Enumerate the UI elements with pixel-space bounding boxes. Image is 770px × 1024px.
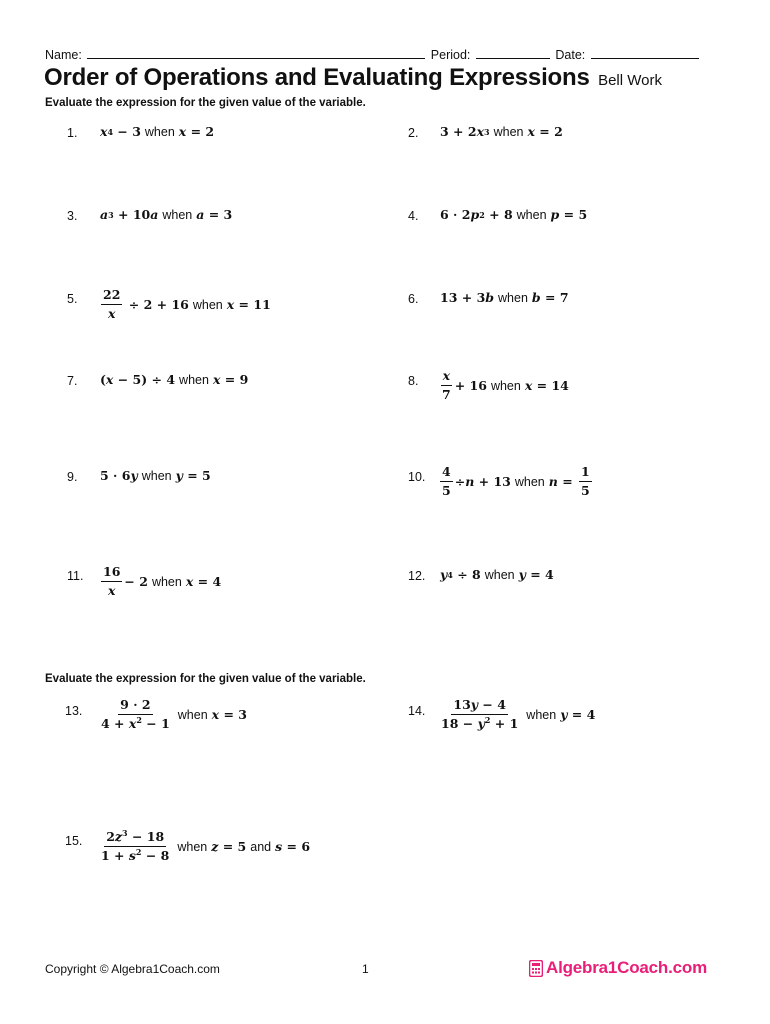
- problem-14-number: 14.: [408, 704, 426, 718]
- instruction-2: Evaluate the expression for the given value of the variable.: [45, 673, 366, 685]
- instruction-1: Evaluate the expression for the given value of the variable.: [45, 97, 366, 109]
- problem-4: 6 · 2 p 2 + 8 when p = 5: [440, 207, 588, 222]
- problem-6-number: 6.: [408, 292, 419, 306]
- problem-11-number: 11.: [67, 569, 84, 583]
- problem-7: ( x − 5) ÷ 4 when x = 9: [100, 372, 249, 387]
- date-label: Date:: [555, 48, 586, 62]
- header-fields: [45, 47, 725, 62]
- name-label: Name:: [45, 48, 82, 62]
- problem-5: $\frac{22}{x}$ ÷ 2 + 16 when x = 11: [103, 287, 271, 322]
- name-blank: [87, 47, 425, 59]
- problem-6: 13 + 3 b when b = 7: [440, 290, 569, 305]
- problem-3: a 3 + 10 a when a = 3: [100, 207, 233, 222]
- problem-8-number: 8.: [408, 374, 419, 388]
- calculator-icon: [529, 960, 543, 977]
- footer-page-number: 1: [362, 962, 369, 976]
- problem-3-number: 3.: [67, 209, 78, 223]
- problem-2-number: 2.: [408, 126, 419, 140]
- problem-11: $\frac{16}{x}$ − 2 when x = 4: [103, 564, 222, 599]
- problem-2: 3 + 2 x 3 when x = 2: [440, 124, 563, 139]
- period-blank: [476, 47, 550, 59]
- problem-10-number: 10.: [408, 470, 426, 484]
- problem-7-number: 7.: [67, 374, 78, 388]
- title-sub: Bell Work: [598, 72, 662, 89]
- problem-13: $\frac{9 \cdot 2}{4 + x^2 - 1}$ when x = 3: [101, 697, 247, 732]
- problem-4-number: 4.: [408, 209, 419, 223]
- problem-10: $\frac{4}{5}$ ÷ n + 13 when n = $\frac{1}{5}$: [442, 464, 590, 499]
- logo-text: Algebra1Coach.com: [546, 958, 707, 977]
- problem-12-number: 12.: [408, 569, 426, 583]
- problem-1: x 4 − 3 when x = 2: [100, 124, 215, 139]
- problem-13-number: 13.: [65, 704, 83, 718]
- period-label: Period:: [430, 48, 471, 62]
- problem-9: 5 · 6 y when y = 5: [100, 468, 211, 483]
- page-title: [44, 64, 662, 92]
- algebra1coach-logo: [529, 958, 707, 978]
- footer-copyright: Copyright © Algebra1Coach.com: [45, 962, 220, 976]
- title-main: Order of Operations and Evaluating Expressions: [44, 64, 590, 91]
- problem-12: y 4 ÷ 8 when y = 4: [440, 567, 554, 582]
- problem-8: $\frac{x}{7}$ + 16 when x = 14: [442, 368, 569, 403]
- date-blank: [591, 47, 699, 59]
- problem-9-number: 9.: [67, 470, 78, 484]
- problem-5-number: 5.: [67, 292, 78, 306]
- problem-1-number: 1.: [67, 126, 78, 140]
- problem-14: $\frac{13y - 4}{18 - y^2 + 1}$ when y = 4: [441, 697, 596, 732]
- problem-15-number: 15.: [65, 834, 83, 848]
- problem-15: $\frac{2z^3 - 18}{1 + s^2 - 8}$ when z = 5 and s = 6: [101, 827, 311, 864]
